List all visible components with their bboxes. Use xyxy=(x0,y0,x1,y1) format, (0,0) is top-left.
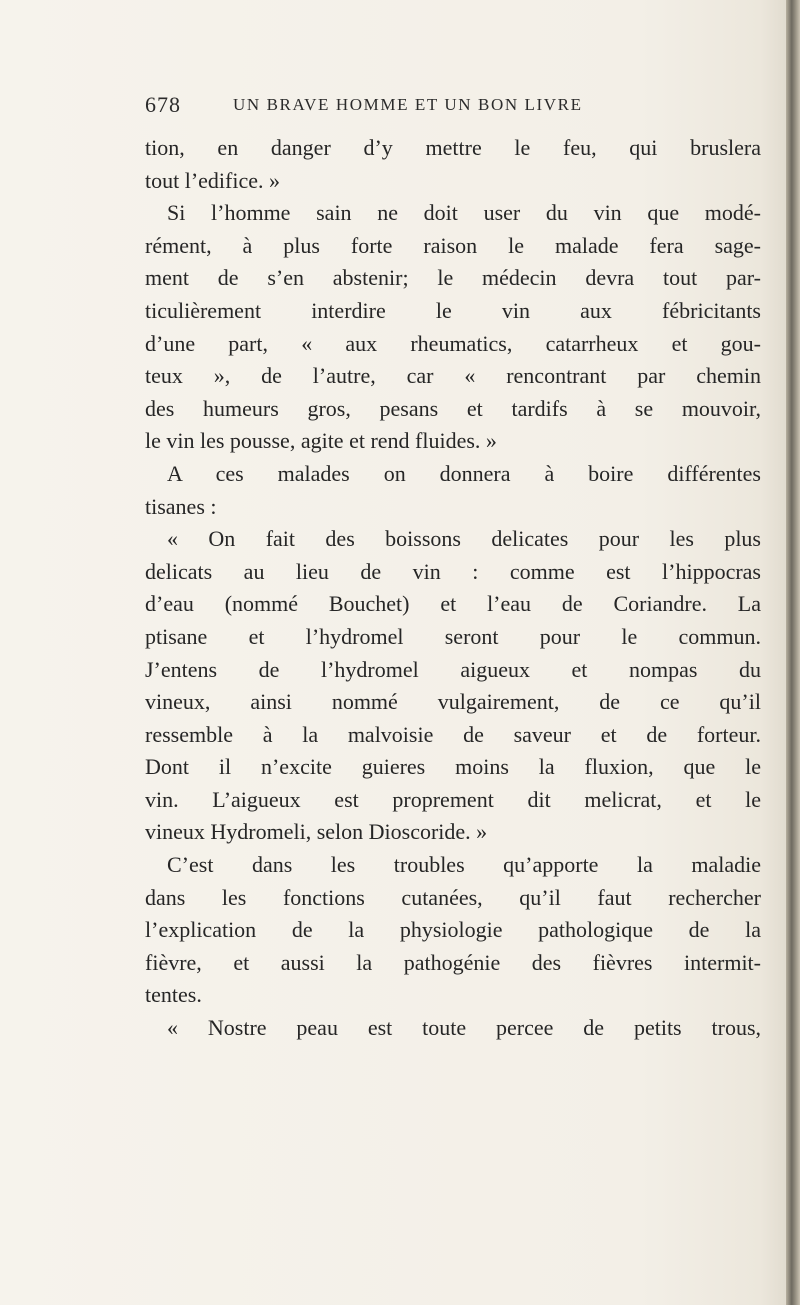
text-line: tentes. xyxy=(145,982,202,1008)
text-line: tion, en danger d’y mettre le feu, qui bruslera xyxy=(145,135,761,160)
text-line: tisanes : xyxy=(145,493,217,519)
page-number: 678 xyxy=(145,92,181,117)
text-line: Si l’homme sain ne doit user du vin que modé- xyxy=(167,200,761,226)
text-line: l’explication de la physiologie pathologique de la xyxy=(145,917,761,943)
text-line: A ces malades on donnera à boire différentes xyxy=(167,460,761,486)
text-line: dans les fonctions cutanées, qu’il faut rechercher xyxy=(145,884,761,910)
text-line: vineux Hydromeli, selon Dioscoride. » xyxy=(145,819,488,845)
text-line: « On fait des boissons delicates pour les plus xyxy=(167,526,761,552)
page-edge-shadow xyxy=(786,0,800,1305)
text-line: ment de s’en abstenir; le médecin devra tout par- xyxy=(145,265,761,291)
text-line: d’eau (nommé Bouchet) et l’eau de Coriandre. La xyxy=(145,591,761,617)
text-line: vineux, ainsi nommé vulgairement, de ce qu’il xyxy=(145,689,761,715)
text-line: ressemble à la malvoisie de saveur et de forteur. xyxy=(145,721,761,747)
text-line: d’une part, « aux rheumatics, catarrheux et gou- xyxy=(145,330,761,356)
text-line: C’est dans les troubles qu’apporte la maladie xyxy=(167,852,761,878)
body-text xyxy=(145,132,761,1045)
text-line: delicats au lieu de vin : comme est l’hippocras xyxy=(145,558,761,584)
text-line: « Nostre peau est toute percee de petits trous, xyxy=(167,1015,761,1041)
text-line: ptisane et l’hydromel seront pour le commun. xyxy=(145,623,761,649)
page-header xyxy=(145,92,755,122)
text-line: Dont il n’excite guieres moins la fluxion, que le xyxy=(145,754,761,780)
text-line: des humeurs gros, pesans et tardifs à se mouvoir, xyxy=(145,395,761,421)
running-title: UN BRAVE HOMME ET UN BON LIVRE xyxy=(233,95,583,114)
text-line: teux », de l’autre, car « rencontrant par chemin xyxy=(145,363,761,389)
text-line: ticulièrement interdire le vin aux fébricitants xyxy=(145,297,761,323)
text-line: fièvre, et aussi la pathogénie des fièvres intermit- xyxy=(145,949,761,975)
text-line: le vin les pousse, agite et rend fluides. » xyxy=(145,428,497,454)
text-line: J’entens de l’hydromel aigueux et nompas du xyxy=(145,656,761,682)
text-line: tout l’edifice. » xyxy=(145,167,281,193)
text-line: rément, à plus forte raison le malade fera sage- xyxy=(145,232,761,258)
text-line: vin. L’aigueux est proprement dit melicrat, et le xyxy=(145,786,761,812)
